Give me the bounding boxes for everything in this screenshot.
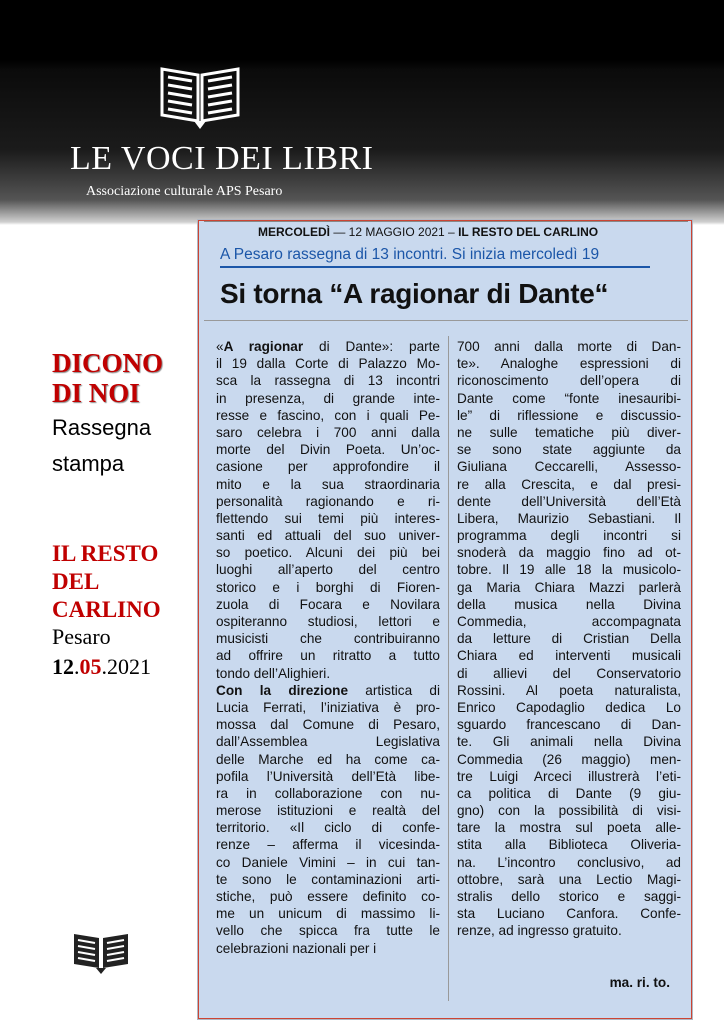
- article-line: ospiteranno studiosi, lettori e: [216, 614, 440, 629]
- article-line: Dante come “fonte inesauribi-: [457, 390, 681, 406]
- article-line: re alla Crescita, e dal presi-: [457, 476, 681, 492]
- article-line: territorio. «Il ciclo di confe-: [216, 820, 440, 836]
- article-line: di allievi del Conservatorio: [457, 665, 681, 681]
- article-line: merose istituzioni e realtà del: [216, 803, 440, 819]
- article-line: zuola di Focara e Novilara: [216, 596, 440, 612]
- article-headline: Si torna “A ragionar di Dante“: [220, 278, 609, 309]
- newspaper-clipping: [197, 219, 693, 1020]
- article-line: Libera, Maurizio Sebastiani. Il: [457, 510, 681, 526]
- article-line: Enrico Capodaglio dedica Lo: [457, 699, 681, 715]
- article-line: me un unicum di massimo li-: [216, 906, 440, 922]
- article-line: saro celebra i 700 anni dalla: [216, 424, 440, 440]
- article-column-2: [457, 338, 681, 940]
- article-line: Lucia Ferrati, l’iniziativa è pro-: [216, 699, 440, 715]
- author-signature: ma. ri. to.: [609, 975, 670, 990]
- article-line: te. Gli animali nella Divina: [457, 734, 681, 750]
- article-line: «A ragionar di Dante»: parte: [216, 339, 440, 354]
- sidebar-title: [52, 348, 163, 408]
- article-line: tondo dell’Alighieri.: [216, 665, 331, 681]
- rassegna-line: stampa: [52, 451, 125, 476]
- sidebar-title-line: DI NOI: [52, 378, 140, 408]
- newspaper-line: IL RESTO: [52, 541, 159, 566]
- rassegna-line: Rassegna: [52, 415, 152, 440]
- article-line: renze, ad ingresso gratuito.: [457, 923, 622, 939]
- article-line: Chiara ed interventi musicali: [457, 648, 681, 664]
- article-line: te». Analoghe espressioni di: [457, 356, 681, 372]
- article-line: morte del Divin Poeta. Un’oc-: [216, 442, 440, 458]
- article-line: dall’Assemblea Legislativa: [216, 734, 440, 750]
- article-line: Rossini. Al poeta naturalista,: [457, 682, 681, 698]
- article-line: 700 anni dalla morte di Dan-: [457, 339, 681, 354]
- article-line: snoderà da maggio fino ad ot-: [457, 545, 681, 561]
- article-line: da letture di Cristian Della: [457, 631, 681, 647]
- article-line: tare la mostra sul poeta alle-: [457, 820, 681, 836]
- newspaper-line: CARLINO: [52, 597, 161, 622]
- article-line: gno) con la possibilità di visi-: [457, 803, 681, 819]
- article-line: stita alla Biblioteca Oliveria-: [457, 837, 681, 853]
- kicker-rule: [220, 266, 650, 268]
- article-line: so poetico. Alcuni dei più bei: [216, 545, 440, 561]
- article-line: Giuliana Ceccarelli, Assesso-: [457, 459, 681, 475]
- date-month: 05: [79, 654, 102, 679]
- article-line: sta Luciano Canfora. Confe-: [457, 906, 681, 922]
- article-line: casione per approfondire il: [216, 459, 440, 475]
- article-line: se sono state aggiunte da: [457, 442, 681, 458]
- open-book-icon: [72, 930, 130, 974]
- article-line: santi ed attuali del suo univer-: [216, 528, 440, 544]
- article-kicker: A Pesaro rassegna di 13 incontri. Si inizia mercoledì 19: [220, 246, 600, 263]
- article-line: sca la rassegna di 13 incontri: [216, 373, 440, 389]
- article-line: co Daniele Vimini – in cui tan-: [216, 854, 440, 870]
- article-line: resse e fascino, con i quali Pe-: [216, 407, 440, 423]
- top-rule: [204, 221, 688, 222]
- article-line: storico e i borghi di Fioren-: [216, 579, 440, 595]
- article-line: Commedia, accompagnata: [457, 614, 681, 629]
- masthead-day: MERCOLEDÌ: [258, 225, 330, 239]
- article-line: mossa dal Comune di Pesaro,: [216, 717, 440, 733]
- sidebar-rassegna: [52, 410, 151, 482]
- article-line: ne sulle tematiche più diver-: [457, 424, 681, 440]
- article-line: ca politica di Dante (9 giu-: [457, 785, 681, 801]
- masthead-date: — 12 MAGGIO 2021 –: [330, 225, 459, 239]
- article-line: della musica nella Divina: [457, 596, 681, 612]
- article-line: dente dell’Università dell’Età: [457, 493, 681, 509]
- article-line: tre Luigi Arceci illustrerà l’eti-: [457, 768, 681, 784]
- masthead-paper: IL RESTO DEL CARLINO: [458, 225, 599, 239]
- article-line: tobre. Il 19 alle 18 la musicolo-: [457, 562, 681, 578]
- article-line: musicisti che contribuiranno: [216, 631, 440, 647]
- page-header: [0, 0, 724, 225]
- sidebar-newspaper: [52, 540, 161, 624]
- article-line: Con la direzione artistica di: [216, 682, 440, 698]
- article-column-1: [216, 338, 440, 957]
- article-line: ottobre, sarà una Lectio Magi-: [457, 871, 681, 887]
- article-line: celebrazioni nazionali per i: [216, 940, 377, 956]
- article-line: na. L’incontro conclusivo, ad: [457, 854, 681, 870]
- brand-subtitle: Associazione culturale APS Pesaro: [86, 184, 283, 199]
- article-line: riconoscimento dell’opera di: [457, 373, 681, 389]
- article-line: programma degli incontri si: [457, 528, 681, 544]
- article-line: luoghi all’aperto del centro: [216, 562, 440, 578]
- newspaper-line: DEL: [52, 569, 100, 594]
- article-line: ad offrire un ritratto a tutto: [216, 648, 440, 664]
- date-day: 12: [52, 654, 74, 679]
- brand-name: LE VOCI DEI LIBRI: [70, 140, 374, 177]
- column-divider: [448, 336, 449, 1001]
- article-line: renze – afferma il vicesinda-: [216, 837, 440, 853]
- article-line: stiche, può essere definito co-: [216, 889, 440, 904]
- sidebar-city: Pesaro: [52, 624, 111, 649]
- article-line: ra in collaborazione con nu-: [216, 785, 440, 801]
- article-line: le” di riflessione e discussio-: [457, 407, 681, 423]
- article-line: te sono le contaminazioni arti-: [216, 871, 440, 887]
- article-line: vello che spicca fra tutte le: [216, 923, 440, 939]
- article-line: Commedia (26 maggio) men-: [457, 751, 681, 767]
- date-year: .2021: [101, 654, 151, 679]
- article-line: personalità ragionando e ri-: [216, 493, 440, 509]
- sidebar-title-line: DICONO: [52, 348, 164, 378]
- article-line: sguardo francescano di Dan-: [457, 717, 681, 733]
- article-line: mito e la sua straordinaria: [216, 476, 440, 492]
- article-line: flettendo sui temi più interes-: [216, 510, 440, 526]
- article-line: delle Marche ed ha come ca-: [216, 751, 440, 767]
- masthead: [258, 225, 598, 239]
- open-book-icon: [158, 65, 242, 131]
- article-line: in presenza, di grande inte-: [216, 390, 440, 406]
- article-line: stralis dello storico e saggi-: [457, 889, 681, 904]
- article-line: ga Maria Chiara Mazzi parlerà: [457, 579, 681, 595]
- article-line: il 19 dalla Corte di Palazzo Mo-: [216, 356, 440, 372]
- sidebar-date: [52, 654, 151, 680]
- article-line: pofila l’Università dell’Età libe-: [216, 768, 440, 784]
- headline-rule: [204, 320, 688, 321]
- date-sep: .: [74, 654, 80, 679]
